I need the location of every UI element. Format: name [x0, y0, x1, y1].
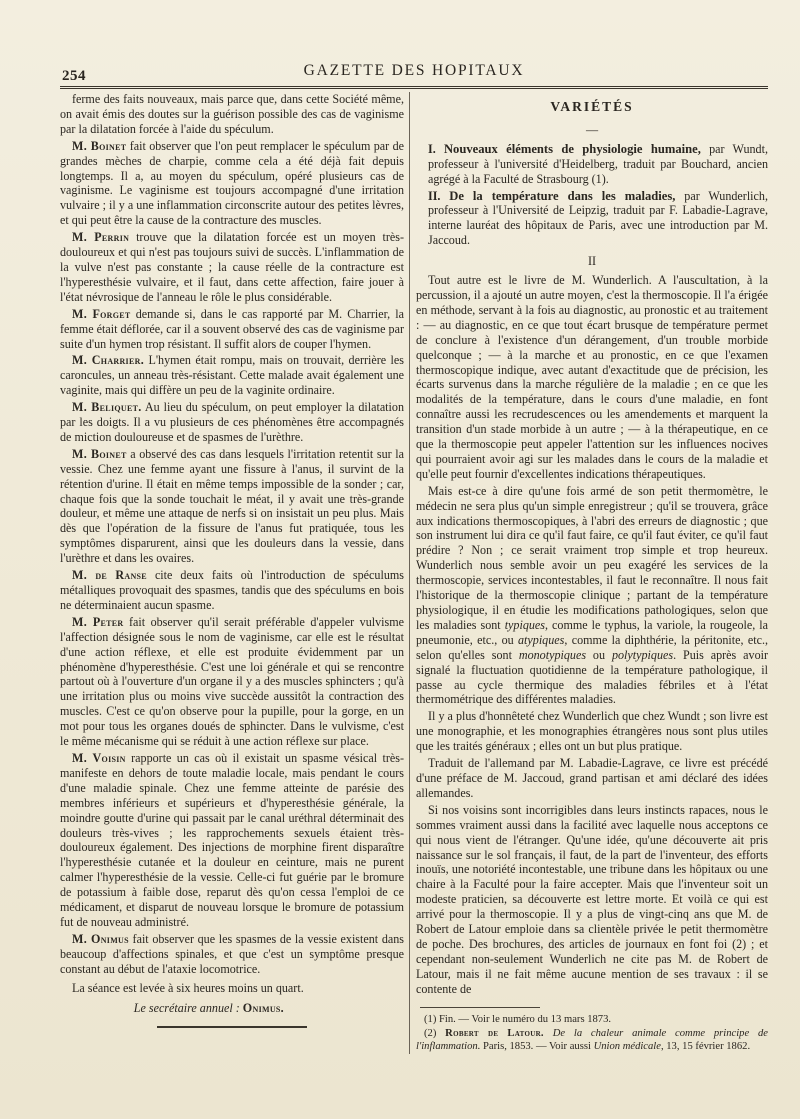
review-entry: I. Nouveaux éléments de physiologie humaine, par Wundt, professeur à l'université d'Heidelberg, traduit par Bouchard, ancien agrégé à la Faculté de Strasbourg (1).	[428, 141, 768, 186]
footnote-rule	[420, 1007, 540, 1008]
title-dash: —	[585, 122, 599, 137]
speaker-name: M. Boinet	[72, 138, 127, 153]
paragraph: M. Forget demande si, dans le cas rapporté par M. Charrier, la femme était déflorée, car il a souvent observé des cas de vaginisme par suite d'un hymen trop résistant. Il suffit alors de couper l'hymen.	[60, 306, 404, 351]
speaker-name: M. Perrin	[72, 230, 130, 245]
review-entry: II. De la température dans les maladies, par Wunderlich, professeur à l'Université de Leipzig, traduit par F. Labadie-Lagrave, interne lauréat des hôpitaux de Paris, avec une introduction par M. Jaccoud.	[428, 188, 768, 248]
page-header	[60, 56, 768, 88]
section-numeral: II	[587, 254, 597, 269]
section-title: VARIÉTÉS	[550, 99, 634, 114]
header-rule	[60, 86, 768, 89]
speaker-name: M. Voisin	[72, 750, 126, 765]
speaker-name: M. Onimus	[72, 931, 129, 946]
footnote: (1) Fin. — Voir le numéro du 13 mars 1873.	[424, 1013, 612, 1025]
left-column	[60, 92, 404, 1028]
speaker-name: M. de Ranse	[72, 568, 147, 583]
paragraph: M. Beliquet. Au lieu du spéculum, on peut employer la dilatation par les doigts. Il a vu plusieurs de ces phénomènes être accompagnés de miction douloureuse et de spasmes de l'urèthre.	[60, 400, 404, 444]
signature-label: Le secrétaire annuel :	[133, 1001, 240, 1016]
speaker-name: M. Beliquet.	[72, 400, 142, 415]
paragraph: Traduit de l'allemand par M. Labadie-Lagrave, ce livre est précédé d'une préface de M. Jaccoud, grand partisan et ami déclaré des idées allemandes.	[416, 756, 768, 800]
column-divider	[409, 92, 410, 1054]
paragraph: M. Perrin trouve que la dilatation forcée est un moyen très-douloureux et qui n'est pas toujours suivi de succès. L'inflammation de la vulve n'est pas constante ; la cause réelle de la contracture est l'hyperesthésie vulvaire, et il faut, dans cette affection, faire jouer à l'état névrosique de l'anneau le rôle le plus considérable.	[60, 230, 404, 304]
paragraph: M. de Ranse cite deux faits où l'introduction de spéculums métalliques provoquait des spasmes, tandis que des spéculums en bois ne déterminaient aucun spasme.	[60, 568, 404, 612]
paragraph: M. Peter fait observer qu'il serait préférable d'appeler vulvisme l'affection désignée sous le nom de vaginisme, car elle est le résultat d'une action réflexe, et elle est produite évidemment par un phénomène d'hyperesthésie. C'est une loi générale et qui se rencontre partout où à l'ouverture d'un organe il y a des muscles sphincters ; qu'à une irritation plus ou moins vive succède aussitôt la contraction des muscles. C'est ce qu'on observe pour la pupille, pour la gorge, en un mot pour tous les organes doués de sphincter. Dans le vulvisme, c'est le même mécanisme qui se réduit à une action réflexe sur place.	[60, 614, 404, 749]
closing-line: La séance est levée à six heures moins un quart.	[72, 980, 304, 995]
signature	[60, 1001, 404, 1016]
page-number: 254	[62, 68, 86, 84]
paragraph: M. Onimus fait observer que les spasmes de la vessie existent dans beaucoup d'affections spinales, et que c'est un symptôme presque constant au début de l'ataxie locomotrice.	[60, 931, 404, 976]
speaker-name: M. Charrier.	[72, 353, 145, 368]
speaker-name: M. Forget	[72, 306, 131, 321]
paragraph: ferme des faits nouveaux, mais parce que, dans cette Société même, on avait émis des doutes sur la guérison possible des cas de vaginisme par la dilatation forcée à l'aide du spéculum.	[60, 92, 404, 136]
paragraph: Mais est-ce à dire qu'une fois armé de son petit thermomètre, le médecin ne sera plus qu'un simple enregistreur ; qu'il se trouvera, grâce aux indications thermoscopiques, à l'abri des erreurs de diagnostic ; que son instrument lui dira ce qu'il faut faire, ce qu'il faut éviter, ce qu'il faut prédire ? Non ; ce serait vraiment trop simple et trop heureux. Wunderlich nous semble avoir un peu exagéré les services de la thermoscopie, services incontestables, il faut le reconnaître. Il nous fait l'historique de la thermoscopie clinique ; partant de la température physiologique, il en étudie les modifications pathologiques, selon que les maladies sont typiques, comme le typhus, la variole, la rougeole, la pneumonie, etc., ou atypiques, comme la diphthérie, la péritonite, etc., selon qu'elles sont monotypiques ou polytypiques. Puis après avoir signalé la fluctuation quotidienne de la température pathologique, il passe au cycle thermique des maladies fébriles et à l'état thermométrique des différentes maladies.	[416, 483, 768, 707]
paragraph: M. Voisin rapporte un cas où il existait un spasme vésical très-manifeste en dehors de toute maladie locale, mais pendant le cours d'une maladie spinale. Chez une femme atteinte de parésie des membres inférieurs et supérieurs et d'hyperesthésie générale, la moindre goutte d'urine qui passait par le canal uréthral déterminait des douleurs très-vives ; les rapprochements sexuels étaient très-douloureux également. Des injections de morphine firent disparaître l'hyperesthésie cutanée et la douleur en ceinture, mais ne purent calmer l'hyperesthésie de la vessie. Celle-ci fut guérie par le bromure de potassium à faible dose, reparut dès qu'on cessa l'emploi de ce médicament, et disparut de nouveau lorsque le bromure de potassium fut de nouveau administré.	[60, 750, 404, 929]
paragraph: Si nos voisins sont incorrigibles dans leurs instincts rapaces, nous le sommes vraiment aussi dans la facilité avec laquelle nous acceptons ce qui nous vient de l'étranger. Qu'une idée, qu'une découverte ait pris naissance sur le sol français, il faut, de la part de l'inventeur, des efforts inouïs, une notoriété incontestable, une tribune dans les hôpitaux ou une chaire à la Faculté pour la faire accepter. Mais que l'inventeur soit un modeste praticien, sa découverte est lettre morte. Et voilà ce qui est arrivé pour la thermoscopie. Il y a plus de vingt-cinq ans que M. de Robert de Latour emploie dans sa clientèle privée le petit thermomètre de poche. Des brochures, des articles de journaux en font foi (2) ; et cependant non-seulement Wunderlich ne cite pas M. de Robert de Latour, mais il ne fait même aucune mention de ses travaux : il se contente de	[416, 802, 768, 996]
footnote: (2) Robert de Latour. De la chaleur animale comme principe de l'inflammation. Paris, 1853. — Voir aussi Union médicale, 13, 15 février 1862.	[416, 1028, 768, 1053]
right-column	[416, 92, 768, 1054]
end-rule	[157, 1026, 307, 1028]
journal-title: GAZETTE DES HOPITAUX	[303, 62, 525, 79]
paragraph: Il y a plus d'honnêteté chez Wunderlich que chez Wundt ; son livre est une monographie, et les monographies étrangères nous sont plus utiles que les traités généraux ; elles ont un but plus pratique.	[416, 709, 768, 754]
signature-name: Onimus.	[242, 1001, 284, 1016]
footnotes	[416, 1014, 768, 1054]
paragraph: M. Charrier. L'hymen était rompu, mais on trouvait, derrière les caroncules, un anneau très-résistant. Cette malade avait également une vaginite, mais qui diffère un peu de la vaginite ordinaire.	[60, 353, 404, 398]
speaker-name: M. Peter	[72, 614, 124, 629]
paragraph: Tout autre est le livre de M. Wunderlich. A l'auscultation, à la percussion, il a ajouté un autre moyen, c'est la thermoscopie. Il l'a érigée en méthode, servant à la fois au diagnostic, au pronostic et au traitement : — au diagnostic, en ce que tout écart brusque de température permet de conclure à l'existence d'un dérangement, d'un trouble morbide quelconque ; — à la marche et au pronostic, en ce que l'examen thermoscopique indique, avec autant d'exactitude que de précision, les écarts survenus dans la marche régulière de la maladie ; en ce que les modalités de la température, dans le cours d'une maladie, en font connaître aussi les recrudescences ou les amendements et marquent la transition d'un stade morbide à un autre ; — à la thérapeutique, en ce que la thermoscopie peut appeler l'attention sur les influences nocives qui pourraient avoir agi sur les malades dans le cours de la maladie et qu'elle peut fournir d'excellentes indications thérapeutiques.	[416, 273, 768, 481]
speaker-name: M. Boinet	[72, 446, 127, 461]
paragraph: M. Boinet fait observer que l'on peut remplacer le spéculum par de grandes mèches de charpie, comme cela a été déjà fait depuis longtemps. Il a, au moyen du spéculum, opéré plusieurs cas de vaginisme. Le vaginisme est toujours accompagné d'une irritation vulvaire ; il y a une inflammation circonscrite autour des petites lèvres, et qui peut être la cause de la contracture des muscles.	[60, 138, 404, 228]
paragraph: M. Boinet a observé des cas dans lesquels l'irritation retentit sur la vessie. Chez une femme ayant une fissure à l'anus, il survint de la rétention d'urine. Il était en même temps impossible de la sonder ; car, chaque fois que la sonde touchait le méat, il y avait une très-grande douleur, et même une attaque de nerfs si on insistait un peu plus. Mais dès que l'opération de la fissure de l'anus fut pratiquée, tous les symptômes disparurent, ainsi que les douleurs dans la vessie, dans l'urèthre et dans les ovaires.	[60, 446, 404, 566]
